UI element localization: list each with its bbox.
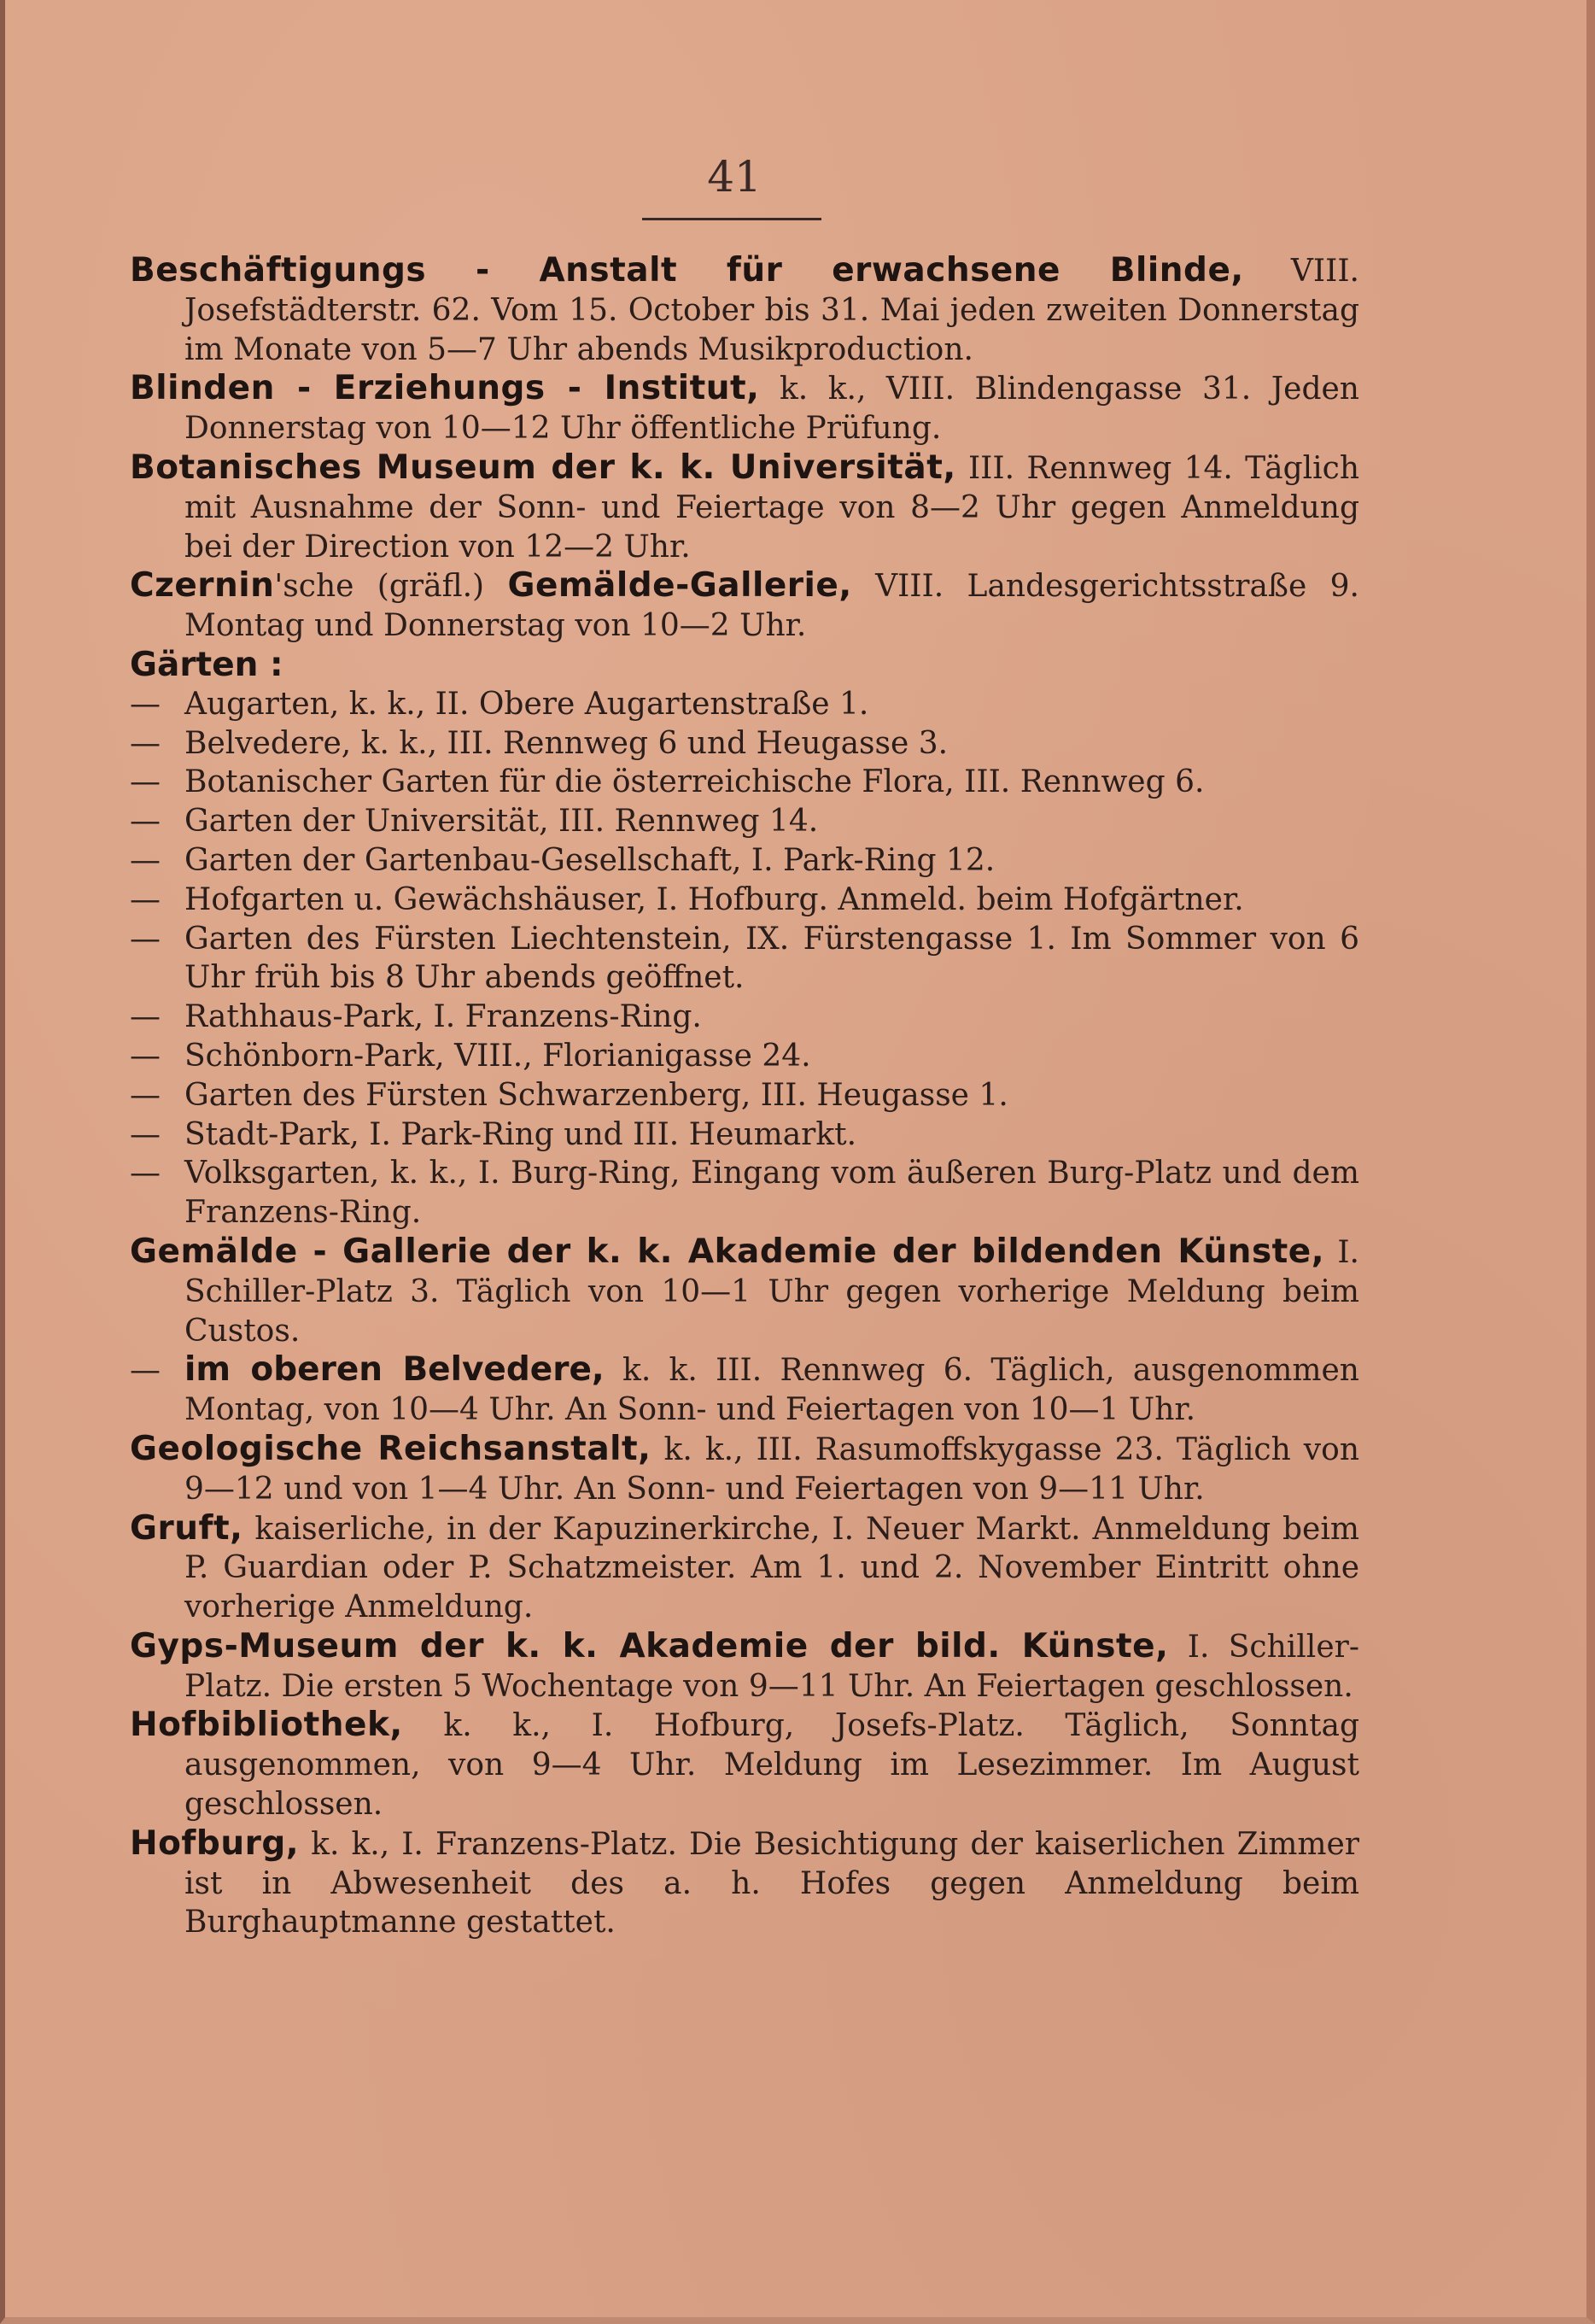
entry-title: Geologische Reichsanstalt, <box>130 1429 651 1468</box>
entry-text: I. Schiller-Platz 3. Täglich von 10—1 Uhr gegen vorherige Meldung beim Custos. <box>184 1234 1359 1349</box>
garden-item <box>130 685 1359 724</box>
dash-mark: — <box>130 1038 161 1074</box>
entry-text: kaiserliche, in der Kapuzinerkirche, I. Neuer Markt. Anmeldung beim P. Guardian oder P. Schatzmeister. Am 1. und 2. November Eintritt ohne vorherige Anmeldung. <box>184 1511 1359 1625</box>
entry-geologische-reichsanstalt <box>130 1430 1359 1509</box>
dash-mark: — <box>130 999 161 1035</box>
entry-title: Hofbibliothek, <box>130 1706 403 1745</box>
garden-item <box>130 841 1359 881</box>
garden-item-text: Schönborn-Park, VIII., Florianigasse 24. <box>184 1038 811 1074</box>
garden-item-text: Belvedere, k. k., III. Rennweg 6 und Heugasse 3. <box>184 725 949 761</box>
dash-mark: — <box>130 1116 161 1152</box>
garden-item <box>130 1037 1359 1076</box>
entry-text: k. k., I. Franzens-Platz. Die Besichtigung der kaiserlichen Zimmer ist in Abwesenheit des a. h. Hofes gegen Anmeldung beim Burghauptmanne gestattet. <box>184 1826 1359 1941</box>
dash-mark: — <box>130 1156 161 1191</box>
entry-botanisches-museum <box>130 448 1359 566</box>
garden-item-text: Garten des Fürsten Liechtenstein, IX. Fürstengasse 1. Im Sommer von 6 Uhr früh bis 8 Uhr abends geöffnet. <box>184 921 1359 996</box>
garden-item-text: Hofgarten u. Gewächshäuser, I. Hofburg. Anmeld. beim Hofgärtner. <box>184 881 1244 917</box>
garden-item <box>130 1115 1359 1155</box>
entry-blinden-erziehungs-institut <box>130 369 1359 448</box>
entry-title: Gruft, <box>130 1508 243 1548</box>
entry-text: k. k., VIII. Blindengasse 31. Jeden Donnerstag von 10—12 Uhr öffentliche Prüfung. <box>184 372 1359 447</box>
entry-title: Beschäftigungs - Anstalt für erwachsene Blinde, <box>130 251 1244 290</box>
garden-item <box>130 998 1359 1037</box>
entry-text: k. k. III. Rennweg 6. Täglich, ausgenommen Montag, von 10—4 Uhr. An Sonn- und Feiertagen von 10—1 Uhr. <box>184 1353 1359 1428</box>
garden-item <box>130 724 1359 764</box>
entry-title: Gemälde - Gallerie der k. k. Akademie der bildenden Künste, <box>130 1232 1325 1271</box>
dash-mark: — <box>130 725 161 761</box>
entry-title: im oberen Belvedere, <box>184 1350 605 1390</box>
entry-title-secondary: Gemälde-Gallerie, <box>507 566 852 606</box>
entry-text: VIII. Josefstädterstr. 62. Vom 15. October bis 31. Mai jeden zweiten Donnerstag im Monate von 5—7 Uhr abends Musikproduction. <box>184 254 1360 367</box>
garden-item <box>130 802 1359 841</box>
entry-beschaeftigungs-anstalt <box>130 251 1359 369</box>
entry-title: Botanisches Museum der k. k. Universität, <box>130 448 956 487</box>
entry-text-mid: 'sche (gräfl.) <box>274 569 508 605</box>
garden-item-text: Botanischer Garten für die österreichische Flora, III. Rennweg 6. <box>184 764 1205 800</box>
entry-akademie-gallerie <box>130 1232 1359 1350</box>
dash-mark: — <box>130 1353 161 1389</box>
entry-title: Blinden - Erziehungs - Institut, <box>130 369 760 408</box>
entry-gruft <box>130 1509 1359 1627</box>
dash-mark: — <box>130 764 161 800</box>
garden-item-text: Rathhaus-Park, I. Franzens-Ring. <box>184 999 702 1035</box>
dash-mark: — <box>130 1077 161 1113</box>
garden-item <box>130 763 1359 802</box>
page-body <box>130 251 1359 1942</box>
entry-text: III. Rennweg 14. Täglich mit Ausnahme der Sonn- und Feiertage von 8—2 Uhr gegen Anmeldung bei der Direction von 12—2 Uhr. <box>184 450 1360 565</box>
entry-title: Gyps-Museum der k. k. Akademie der bild. Künste, <box>130 1626 1169 1665</box>
entry-hofbibliothek <box>130 1706 1359 1823</box>
dash-mark: — <box>130 804 161 840</box>
garden-item <box>130 1076 1359 1115</box>
entry-text: I. Schiller-Platz. Die ersten 5 Wochentage von 9—11 Uhr. An Feiertagen geschlossen. <box>184 1629 1359 1704</box>
garden-item <box>130 920 1359 998</box>
garden-item-text: Garten der Gartenbau-Gesellschaft, I. Park-Ring 12. <box>184 842 996 878</box>
entry-czernin-gallerie <box>130 566 1359 646</box>
entry-text: k. k., I. Hofburg, Josefs-Platz. Täglich, Sonntag ausgenommen, von 9—4 Uhr. Meldung im Lesezimmer. Im August geschlossen. <box>184 1708 1359 1823</box>
entry-gyps-museum <box>130 1627 1359 1706</box>
entry-text: VIII. Landesgerichtsstraße 9. Montag und Donnerstag von 10—2 Uhr. <box>184 569 1359 644</box>
dash-mark: — <box>130 921 161 957</box>
page-number-rule <box>642 218 821 220</box>
entry-title: Czernin <box>130 566 275 606</box>
entry-oberes-belvedere <box>130 1350 1359 1430</box>
garden-item-text: Garten der Universität, III. Rennweg 14. <box>184 804 819 840</box>
entry-title: Hofburg, <box>130 1823 300 1863</box>
entry-text: k. k., III. Rasumoffskygasse 23. Täglich von 9—12 und von 1—4 Uhr. An Sonn- und Feiertagen von 9—11 Uhr. <box>184 1431 1359 1507</box>
section-heading-gaerten: Gärten : <box>130 645 283 684</box>
dash-mark: — <box>130 842 161 878</box>
page-number: 41 <box>707 152 762 202</box>
dash-mark: — <box>130 686 161 722</box>
garden-item-text: Garten des Fürsten Schwarzenberg, III. Heugasse 1. <box>184 1077 1008 1113</box>
dash-mark: — <box>130 881 161 917</box>
garden-item-text: Volksgarten, k. k., I. Burg-Ring, Eingang vom äußeren Burg-Platz und dem Franzens-Ring. <box>184 1156 1359 1231</box>
entry-hofburg <box>130 1824 1359 1942</box>
garden-item-text: Stadt-Park, I. Park-Ring und III. Heumarkt. <box>184 1116 857 1152</box>
garden-item <box>130 1154 1359 1232</box>
garden-item <box>130 881 1359 920</box>
garden-item-text: Augarten, k. k., II. Obere Augartenstraße 1. <box>184 686 869 722</box>
